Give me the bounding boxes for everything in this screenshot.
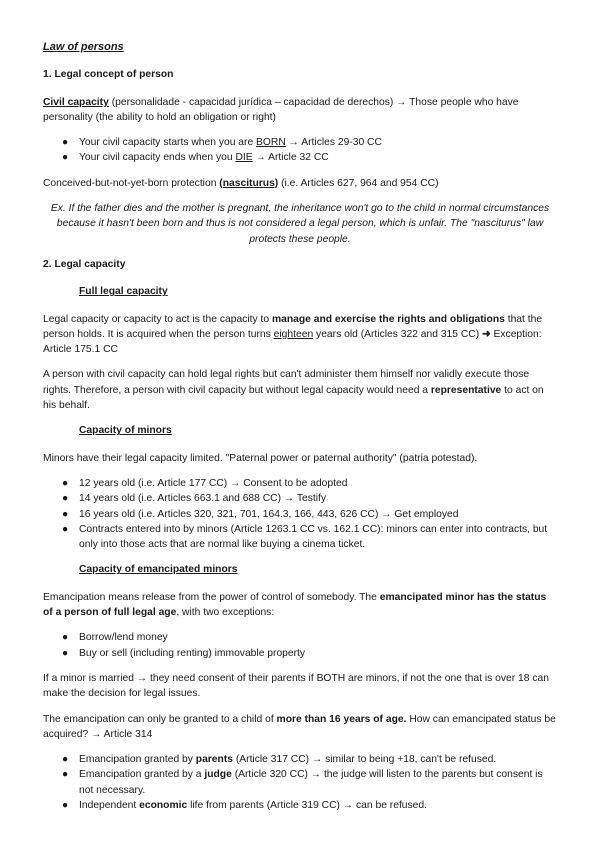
capacity-of-minors-heading: Capacity of minors — [79, 425, 172, 437]
bullet-icon: ● — [62, 754, 69, 766]
full-capacity-paragraph-2: A person with civil capacity can hold legal rights but can't administer them himself nor validly execute those rights. Therefore, a person with civil capacity but without legal capacity would need a representative to act on his behalf. — [43, 369, 544, 412]
nasciturus-example: Ex. If the father dies and the mother is pregnant, the inheritance won't go to the child in normal circumstances because it hasn't been born and thus is not considered a legal person, which is unfair. The "nasciturus" law protects these people. — [50, 203, 550, 245]
list-item: ● Buy or sell (including renting) immovable property — [79, 646, 557, 661]
civil-capacity-paragraph — [43, 95, 557, 126]
married-minor-paragraph: If a minor is married → they need consent of their parents if BOTH are minors, if not the one that is over 18 can make the decision for legal issues. — [43, 672, 549, 700]
document-page — [43, 40, 557, 823]
bullet-icon: ● — [62, 152, 69, 164]
civil-capacity-text: (personalidade - capacidad jurídica – capacidad de derechos) → Those people who have personality (the ability to hold an obligation or right) — [43, 96, 519, 123]
emancipation-ways-list — [43, 752, 557, 813]
arrow-icon: ➜ — [482, 328, 491, 340]
list-item: ● Your civil capacity ends when you DIE → Article 32 CC — [79, 150, 557, 165]
bullet-icon: ● — [62, 647, 69, 659]
list-item: ● 14 years old (i.e. Articles 663.1 and 688 CC) → Testify — [79, 491, 557, 506]
emancipation-paragraph: Emancipation means release from the power of control of somebody. The emancipated minor has the status of a person of full legal age, with two exceptions: — [43, 591, 547, 619]
list-item: ● Emancipation granted by a judge (Article 320 CC) → the judge will listen to the parents but consent is not necessary. — [62, 769, 543, 796]
bullet-icon: ● — [62, 137, 69, 149]
list-item: ● 12 years old (i.e. Article 177 CC) → Consent to be adopted — [79, 476, 557, 491]
bullet-icon: ● — [62, 523, 69, 535]
bullet-icon: ● — [62, 799, 69, 811]
bullet-icon: ● — [62, 477, 69, 489]
bullet-icon: ● — [62, 508, 69, 520]
civil-capacity-list — [43, 135, 557, 166]
list-item: ● Emancipation granted by parents (Article 317 CC) → similar to being +18, can't be refused. — [79, 752, 557, 767]
list-item: ● Contracts entered into by minors (Article 1263.1 CC vs. 162.1 CC): minors can enter into contracts, but only into those acts that are normal like buying a cinema ticket. — [62, 523, 548, 551]
bullet-icon: ● — [62, 493, 69, 505]
list-item: ● Borrow/lend money — [79, 630, 557, 645]
section-2-heading: 2. Legal capacity — [43, 258, 126, 270]
section-1-heading: 1. Legal concept of person — [43, 69, 174, 81]
civil-capacity-term: Civil capacity — [43, 96, 109, 108]
list-item: ● Independent economic life from parents (Article 319 CC) → can be refused. — [79, 798, 557, 813]
bullet-icon: ● — [62, 769, 69, 781]
full-legal-capacity-heading: Full legal capacity — [79, 286, 168, 298]
document-title: Law of persons — [43, 41, 124, 53]
granted-paragraph: The emancipation can only be granted to a child of more than 16 years of age. How can emancipated status be acquired? → Article 314 — [43, 713, 556, 740]
bullet-icon: ● — [62, 632, 69, 644]
full-capacity-paragraph-1: Legal capacity or capacity to act is the capacity to manage and exercise the rights and obligations that the person holds. It is acquired when the person turns eighteen years old (Articles 322 and 315 CC) ➜ Exception: Article 175.1 CC — [43, 313, 543, 356]
emancipation-exceptions-list — [43, 630, 557, 661]
list-item: ● Your civil capacity starts when you are BORN → Articles 29-30 CC — [79, 135, 557, 150]
list-item: ● 16 years old (i.e. Articles 320, 321, 701, 164.3, 166, 443, 626 CC) → Get employed — [79, 507, 557, 522]
emancipated-minors-heading: Capacity of emancipated minors — [79, 564, 238, 576]
minors-list — [43, 476, 557, 552]
minors-intro: Minors have their legal capacity limited. "Paternal power or paternal authority" (patria potestad). — [43, 452, 478, 464]
nasciturus-paragraph: Conceived-but-not-yet-born protection (nasciturus) (i.e. Articles 627, 964 and 954 CC) — [43, 177, 439, 189]
nasciturus-term: (nasciturus) — [219, 177, 279, 189]
